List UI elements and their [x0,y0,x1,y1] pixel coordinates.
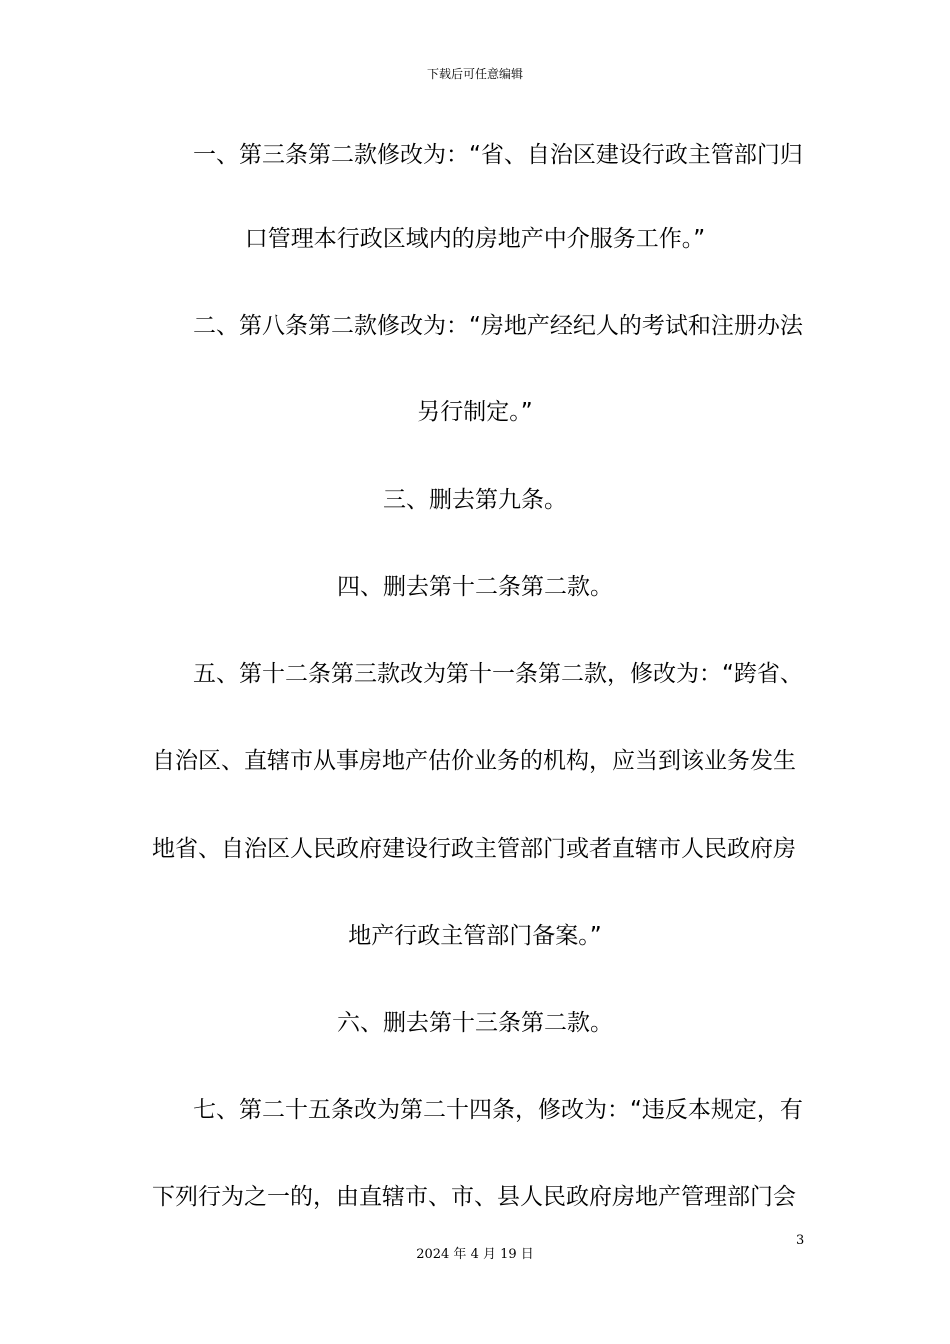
page-footer-date: 2024 年 4 月 19 日 [416,1247,534,1262]
body-line: 六、删去第十三条第二款。 [337,1010,613,1036]
body-line: 二、第八条第二款修改为：“房地产经纪人的考试和注册办法 [193,313,803,339]
body-line: 下列行为之一的，由直辖市、市、县人民政府房地产管理部门会 [152,1184,796,1210]
body-line: 五、第十二条第三款改为第十一条第二款，修改为：“跨省、 [193,661,803,687]
body-line: 另行制定。” [417,399,533,425]
body-line: 一、第三条第二款修改为：“省、自治区建设行政主管部门归 [193,142,803,168]
body-line: 七、第二十五条改为第二十四条，修改为：“违反本规定，有 [193,1097,803,1123]
body-line: 自治区、直辖市从事房地产估价业务的机构，应当到该业务发生 [152,748,796,774]
body-line: 四、删去第十二条第二款。 [337,574,613,600]
body-line: 三、删去第九条。 [383,487,567,513]
body-line: 口管理本行政区域内的房地产中介服务工作。” [244,226,706,252]
body-line: 地产行政主管部门备案。” [348,923,602,949]
page-number: 3 [796,1233,805,1248]
body-line: 地省、自治区人民政府建设行政主管部门或者直辖市人民政府房 [152,836,796,862]
page-header: 下载后可任意编辑 [426,67,523,81]
